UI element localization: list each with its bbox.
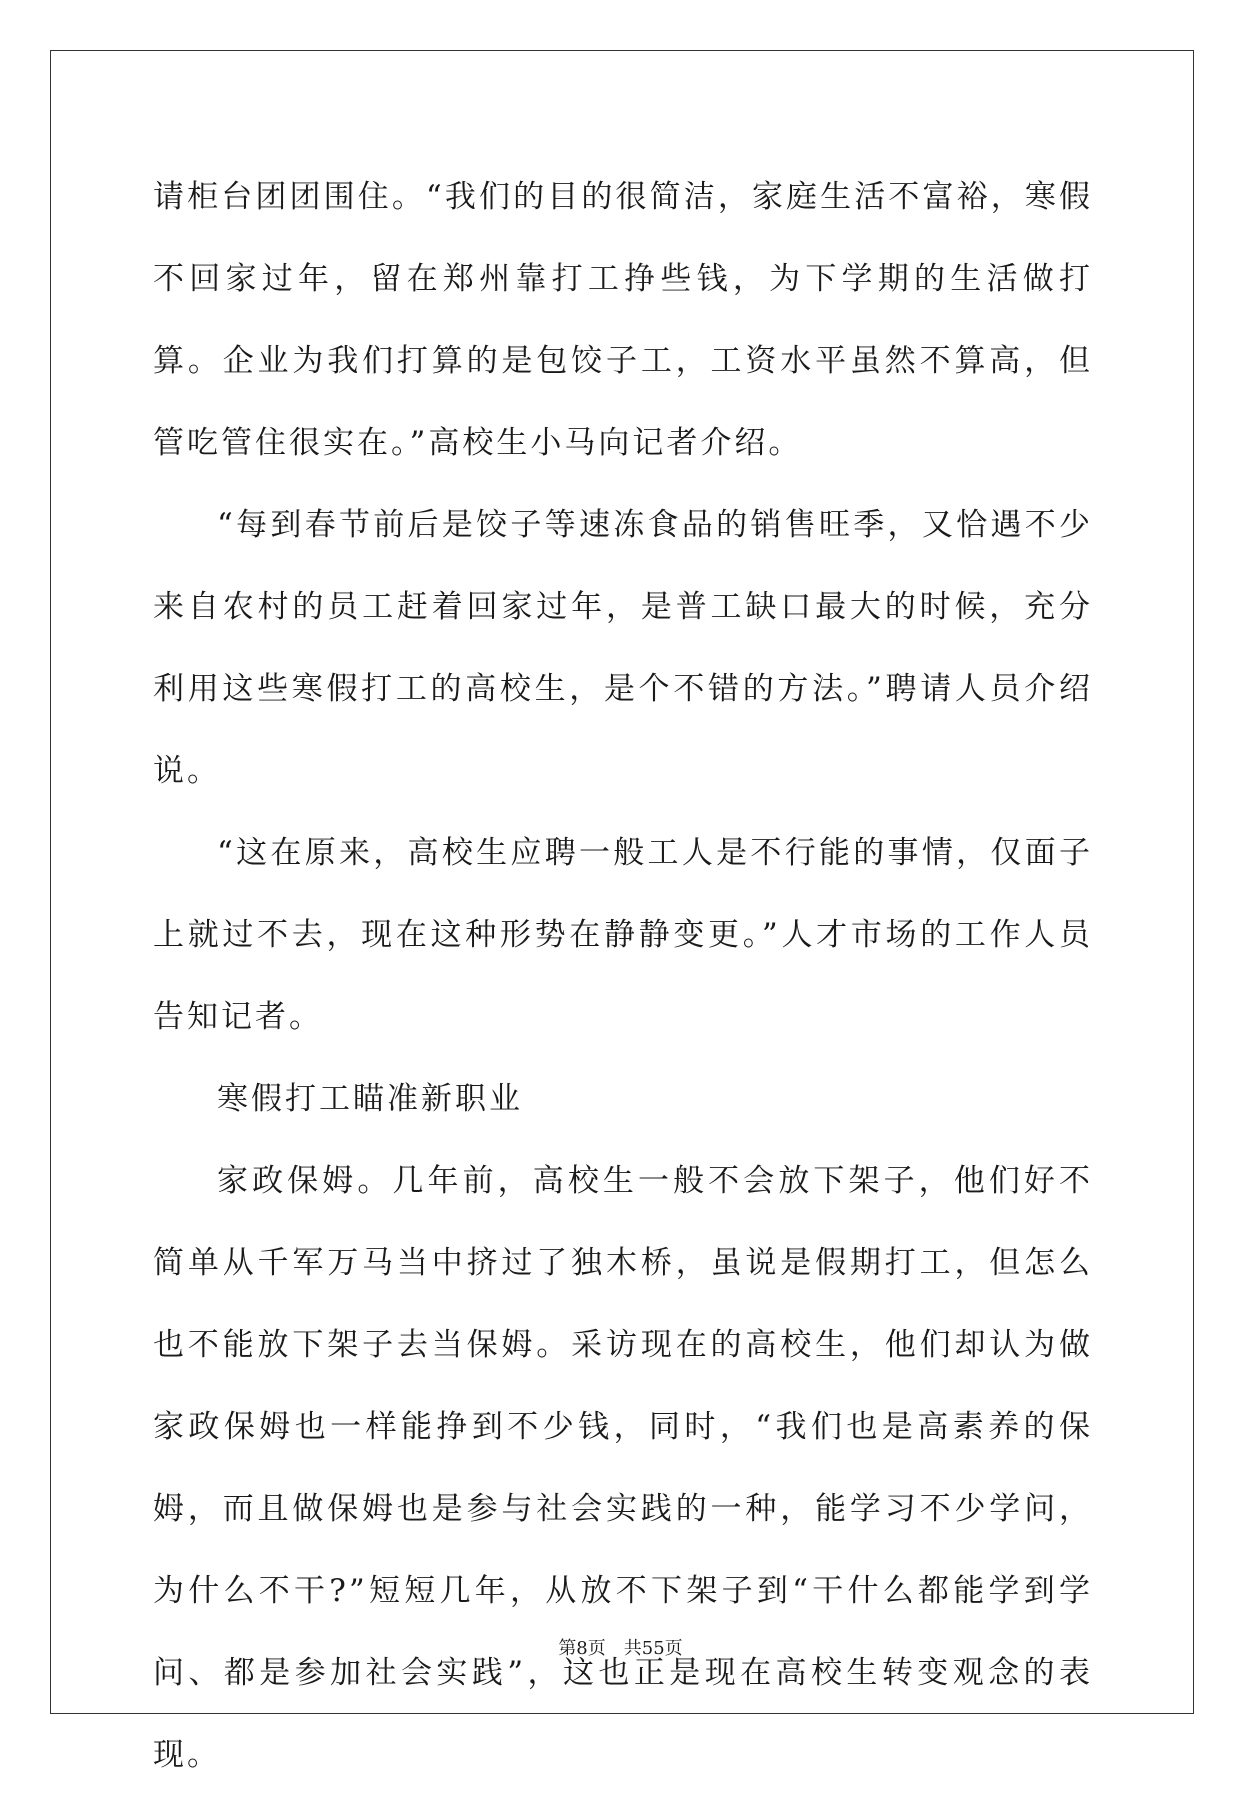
paragraph-2: “每到春节前后是饺子等速冻食品的销售旺季，又恰遇不少来自农村的员工赶着回家过年，是普工缺口最大的时候，充分利用这些寒假打工的高校生，是个不错的方法。”聘请人员介绍说。 (153, 507, 1093, 789)
current-page-number: 第8页 (558, 1638, 606, 1659)
page-footer (0, 1634, 1241, 1660)
document-body (153, 156, 1093, 1796)
total-page-count: 共55页 (623, 1638, 683, 1659)
paragraph-1: 请柜台团团围住。“我们的目的很简洁，家庭生活不富裕，寒假不回家过年，留在郑州靠打工挣些钱，为下学期的生活做打算。企业为我们打算的是包饺子工，工资水平虽然不算高，但管吃管住很实在。”高校生小马向记者介绍。 (153, 179, 1093, 461)
paragraph-3: “这在原来，高校生应聘一般工人是不行能的事情，仅面子上就过不去，现在这种形势在静静变更。”人才市场的工作人员告知记者。 (153, 835, 1093, 1035)
section-heading: 寒假打工瞄准新职业 (217, 1081, 523, 1117)
paragraph-4: 家政保姆。几年前，高校生一般不会放下架子，他们好不简单从千军万马当中挤过了独木桥，虽说是假期打工，但怎么也不能放下架子去当保姆。采访现在的高校生，他们却认为做家政保姆也一样能挣到不少钱，同时，“我们也是高素养的保姆，而且做保姆也是参与社会实践的一种，能学习不少学问，为什么不干?”短短几年，从放不下架子到“干什么都能学到学问、都是参加社会实践”，这也正是现在高校生转变观念的表现。 (153, 1163, 1093, 1773)
